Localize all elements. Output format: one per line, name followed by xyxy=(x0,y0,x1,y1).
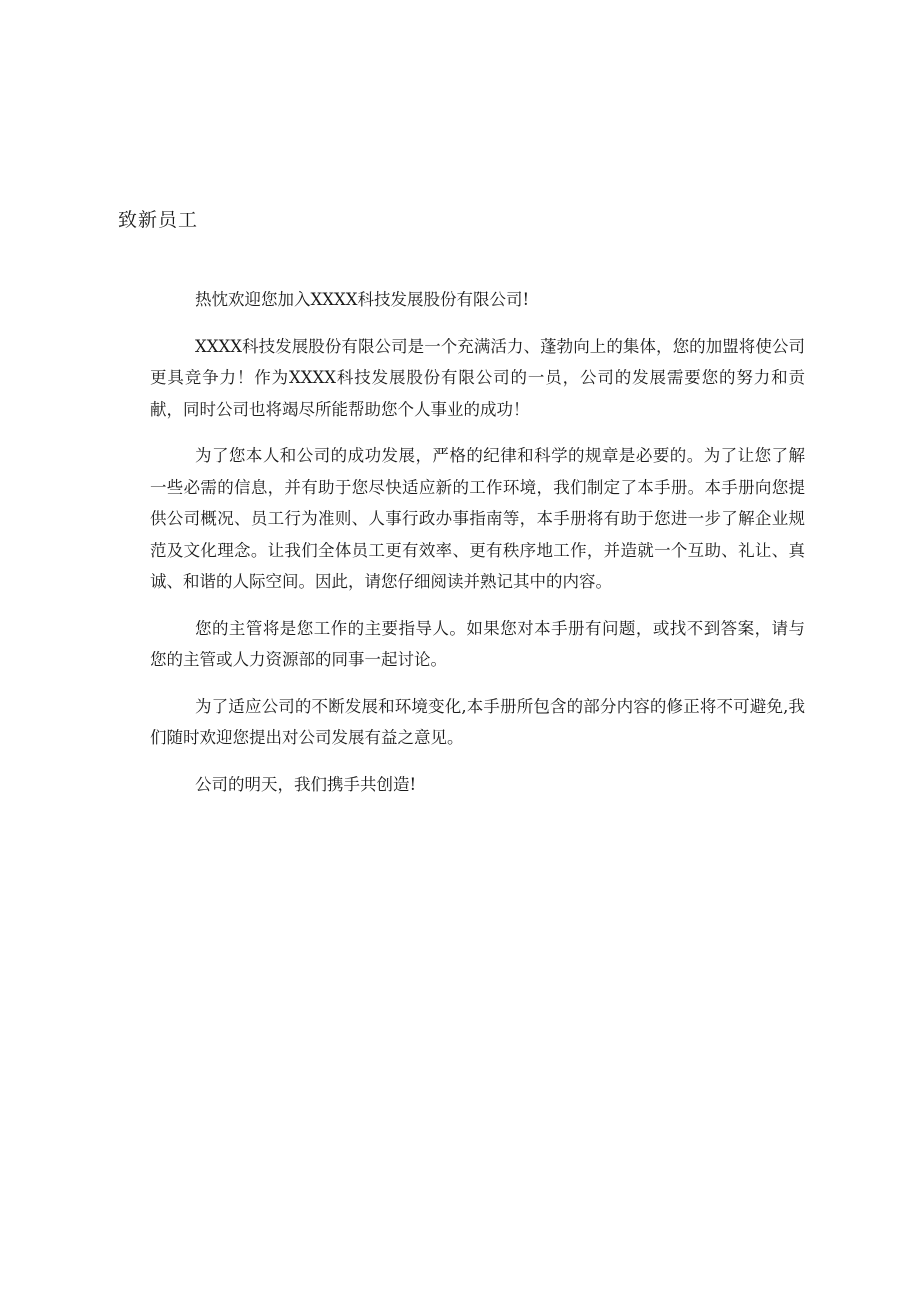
paragraph-welcome: 热忱欢迎您加入XXXX科技发展股份有限公司! xyxy=(195,290,530,309)
paragraph-revisions: 为了适应公司的不断发展和环境变化,本手册所包含的部分内容的修正将不可避免,我们随时欢迎您提出对公司发展有益之意见。 xyxy=(150,696,805,747)
document-title: 致新员工 xyxy=(118,209,199,231)
paragraph-supervisor-guidance: 您的主管将是您工作的主要指导人。如果您对本手册有问题，或找不到答案，请与您的主管或人力资源部的同事一起讨论。 xyxy=(150,618,805,669)
document-body xyxy=(150,284,805,815)
paragraph-company-intro: XXXX科技发展股份有限公司是一个充满活力、蓬勃向上的集体，您的加盟将使公司更具竞争力！作为XXXX科技发展股份有限公司的一员，公司的发展需要您的努力和贡献，同时公司也将竭尽所能帮助您个人事业的成功！ xyxy=(150,336,805,419)
paragraph-closing: 公司的明天，我们携手共创造! xyxy=(195,774,417,794)
paragraph-handbook-purpose: 为了您本人和公司的成功发展，严格的纪律和科学的规章是必要的。为了让您了解一些必需的信息，并有助于您尽快适应新的工作环境，我们制定了本手册。本手册向您提供公司概况、员工行为准则、人事行政办事指南等，本手册将有助于您进一步了解企业规范及文化理念。让我们全体员工更有效率、更有秩序地工作，并造就一个互助、礼让、真诚、和谐的人际空间。因此，请您仔细阅读并熟记其中的内容。 xyxy=(150,446,805,591)
